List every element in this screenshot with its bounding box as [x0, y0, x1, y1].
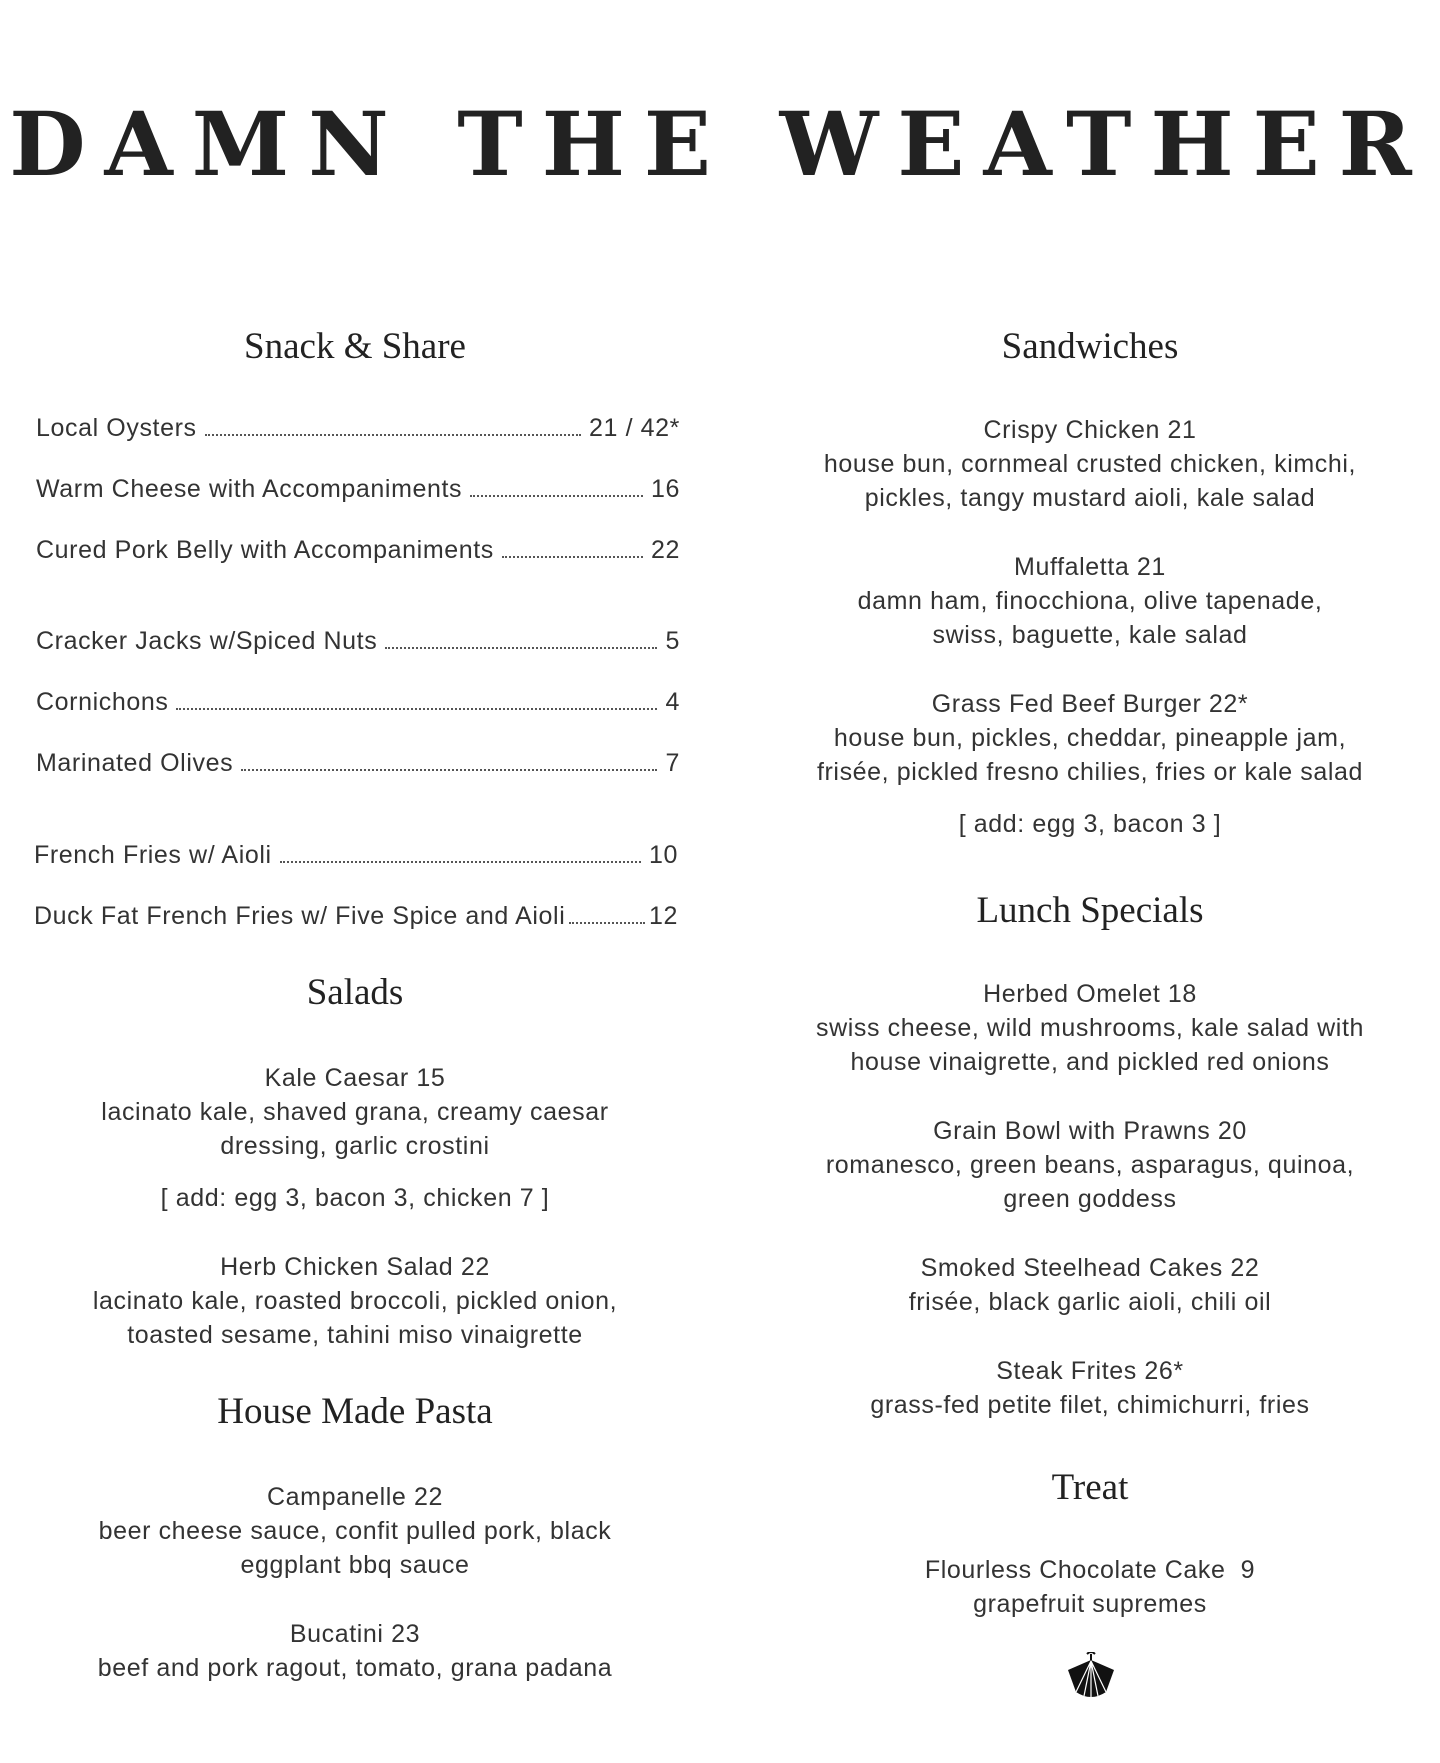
item-name: Flourless Chocolate Cake 9 — [924, 1556, 1256, 1584]
pasta-heading: House Made Pasta — [217, 1391, 493, 1432]
item-price: 4 — [665, 688, 680, 716]
item-name: Grain Bowl with Prawns 20 — [933, 1117, 1247, 1145]
menu-item — [34, 841, 678, 870]
item-name: Bucatini 23 — [289, 1620, 421, 1648]
item-description: lacinato kale, shaved grana, creamy caesar — [101, 1098, 609, 1126]
item-name: Cornichons — [36, 688, 169, 716]
item-description: house bun, pickles, cheddar, pineapple jam, — [833, 724, 1347, 752]
item-description: grass-fed petite filet, chimichurri, fries — [870, 1391, 1310, 1419]
menu-item — [780, 1251, 1400, 1319]
menu-item — [780, 550, 1400, 652]
menu-item — [30, 1061, 680, 1163]
snack-heading: Snack & Share — [244, 326, 466, 367]
item-description: swiss cheese, wild mushrooms, kale salad with — [815, 1014, 1365, 1042]
menu-item — [30, 1250, 680, 1352]
item-price: 16 — [650, 475, 680, 503]
item-name: Warm Cheese with Accompaniments — [36, 475, 463, 503]
item-description: lacinato kale, roasted broccoli, pickled onion, — [92, 1287, 618, 1315]
sandwiches-heading: Sandwiches — [1001, 326, 1179, 367]
item-name: Steak Frites 26* — [996, 1357, 1184, 1385]
item-description: house vinaigrette, and pickled red onions — [850, 1048, 1330, 1076]
item-name: Local Oysters — [36, 414, 197, 442]
item-description: swiss, baguette, kale salad — [932, 621, 1248, 649]
add-ons: [ add: egg 3, bacon 3 ] — [958, 810, 1222, 838]
menu-item — [780, 1114, 1400, 1216]
item-description: pickles, tangy mustard aioli, kale salad — [864, 484, 1316, 512]
item-name: Herbed Omelet 18 — [983, 980, 1197, 1008]
menu-item — [780, 977, 1400, 1079]
menu-item — [36, 688, 680, 717]
item-name: Duck Fat French Fries w/ Five Spice and Aioli — [34, 902, 566, 930]
item-description: frisée, pickled fresno chilies, fries or kale salad — [816, 758, 1364, 786]
item-name: French Fries w/ Aioli — [34, 841, 272, 869]
item-description: toasted sesame, tahini miso vinaigrette — [127, 1321, 583, 1349]
item-price: 7 — [665, 749, 680, 777]
item-description: eggplant bbq sauce — [240, 1551, 470, 1579]
item-description: damn ham, finocchiona, olive tapenade, — [857, 587, 1323, 615]
menu-item — [30, 1617, 680, 1685]
item-price: 22 — [650, 536, 680, 564]
item-description: romanesco, green beans, asparagus, quinoa, — [825, 1151, 1355, 1179]
item-description: green goddess — [1003, 1185, 1177, 1213]
menu-item — [780, 413, 1400, 515]
item-name: Grass Fed Beef Burger 22* — [931, 690, 1249, 718]
item-name: Crispy Chicken 21 — [983, 416, 1197, 444]
item-description: house bun, cornmeal crusted chicken, kimchi, — [823, 450, 1357, 478]
item-description: beer cheese sauce, confit pulled pork, black — [98, 1517, 612, 1545]
item-price: 5 — [665, 627, 680, 655]
item-description: dressing, garlic crostini — [220, 1132, 490, 1160]
lunch-heading: Lunch Specials — [976, 890, 1204, 931]
item-name: Cured Pork Belly with Accompaniments — [36, 536, 494, 564]
treat-heading: Treat — [1051, 1467, 1129, 1508]
item-name: Cracker Jacks w/Spiced Nuts — [36, 627, 378, 655]
umbrella-icon — [1066, 1652, 1116, 1702]
menu-item — [36, 414, 680, 443]
item-name: Campanelle 22 — [267, 1483, 443, 1511]
restaurant-title: DAMN THE WEATHER — [9, 92, 1431, 196]
item-price: 10 — [648, 841, 678, 869]
menu-item — [30, 1480, 680, 1582]
item-description: grapefruit supremes — [973, 1590, 1207, 1618]
item-price: 12 — [648, 902, 678, 930]
item-name: Muffaletta 21 — [1014, 553, 1166, 581]
menu-item — [36, 749, 680, 778]
item-description: beef and pork ragout, tomato, grana padana — [97, 1654, 613, 1682]
item-name: Marinated Olives — [36, 749, 234, 777]
menu-item — [36, 627, 680, 656]
item-name: Smoked Steelhead Cakes 22 — [920, 1254, 1260, 1282]
salads-heading: Salads — [306, 972, 404, 1013]
menu-item — [780, 1553, 1400, 1621]
menu-item — [780, 1354, 1400, 1422]
menu-item — [36, 536, 680, 565]
add-ons: [ add: egg 3, bacon 3, chicken 7 ] — [160, 1184, 550, 1212]
item-description: frisée, black garlic aioli, chili oil — [908, 1288, 1272, 1316]
item-price: 21 / 42* — [589, 414, 680, 442]
menu-item — [34, 902, 678, 931]
menu-item — [780, 687, 1400, 789]
item-name: Kale Caesar 15 — [264, 1064, 446, 1092]
menu-item — [36, 475, 680, 504]
item-name: Herb Chicken Salad 22 — [220, 1253, 490, 1281]
